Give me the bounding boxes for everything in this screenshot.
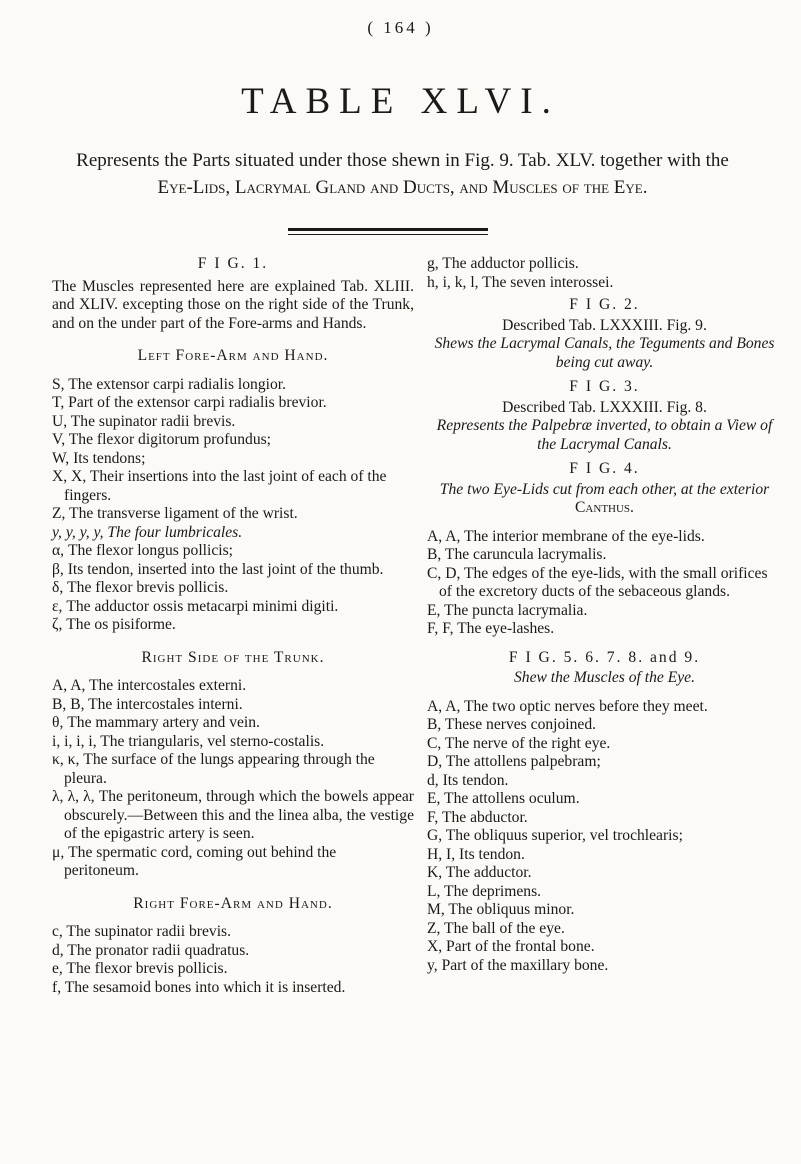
fig-2-caption: Shews the Lacrymal Canals, the Teguments and Bones being cut away. [434,335,775,371]
list-item: G, The obliquus superior, vel trochlearis; [427,827,683,844]
list-item: H, I, Its tendon. [427,845,525,863]
list-item: A, A, The two optic nerves before they meet. [427,697,708,715]
list-item: A, A, The interior membrane of the eye-lids. [427,527,705,545]
section-right-forearm: Right Fore-Arm and Hand. [133,894,333,912]
list-item: h, i, k, l, The seven interossei. [427,273,614,291]
list-item: e, The flexor brevis pollicis. [52,960,228,977]
list-item: B, B, The intercostales interni. [52,695,243,713]
fig-4-caption-line-2: Canthus. [575,499,634,516]
section-right-trunk: Right Side of the Trunk. [141,648,325,666]
page-number: ( 164 ) [367,18,434,37]
list-item: β, Its tendon, inserted into the last joint of the thumb. [52,560,384,578]
fig-1-heading: F I G. 1. [197,255,269,272]
list-item: c, The supinator radii brevis. [52,923,231,940]
list-item: B, The caruncula lacrymalis. [427,546,607,563]
entry-list-eye-muscles [427,698,782,976]
divider-rule-thin [288,234,488,235]
list-item: C, The nerve of the right eye. [427,734,611,752]
entry-list-left-forearm [52,376,414,635]
fig-5-9-heading: F I G. 5. 6. 7. 8. and 9. [508,648,701,666]
entry-list-right-forearm [52,923,414,997]
list-item: i, i, i, i, The triangularis, vel sterno-costalis. [52,732,325,750]
fig-1-intro: The Muscles represented here are explained Tab. XLIII. and XLIV. excepting those on the right side of the Trunk, and on the under part of the Fore-arms and Hands. [52,277,414,332]
list-item: A, A, The intercostales externi. [52,677,247,694]
list-item: g, The adductor pollicis. [427,255,579,272]
list-item: y, Part of the maxillary bone. [427,956,609,974]
list-item: ε, The adductor ossis metacarpi minimi digiti. [52,597,339,615]
right-column [427,255,782,975]
subtitle-line-2: Eye-Lids, Lacrymal Gland and Ducts, and Muscles of the Eye. [157,177,648,198]
fig-4-heading: F I G. 4. [569,460,640,477]
list-item: T, Part of the extensor carpi radialis brevior. [52,394,327,411]
entry-list-right-trunk [52,677,414,881]
list-item: ζ, The os pisiforme. [52,616,176,633]
list-item: θ, The mammary artery and vein. [52,714,260,731]
list-item: C, D, The edges of the eye-lids, with the small orifices of the excretory ducts of the sebaceous glands. [427,564,768,600]
fig-2-heading: F I G. 2. [569,296,640,313]
list-item: B, These nerves conjoined. [427,716,597,733]
left-column [52,255,414,997]
list-item: U, The supinator radii brevis. [52,412,236,430]
subtitle [30,147,775,201]
list-item: X, X, Their insertions into the last joint of each of the fingers. [52,468,387,504]
entry-list-fig-4 [427,528,782,639]
list-item: Z, The ball of the eye. [427,919,565,937]
list-item: α, The flexor longus pollicis; [52,542,233,559]
list-item: λ, λ, λ, The peritoneum, through which the bowels appear obscurely.—Between this and the linea alba, the vestige of the epigastric artery is seen. [52,788,414,842]
subtitle-line-1: Represents the Parts situated under those shewn in Fig. 9. Tab. XLV. together with the [76,150,729,171]
divider-rule [288,228,488,231]
list-item: κ, κ, The surface of the lungs appearing through the pleura. [52,751,375,787]
list-item: X, Part of the frontal bone. [427,938,595,955]
list-item: E, The puncta lacrymalia. [427,601,588,619]
fig-3-caption: Represents the Palpebræ inverted, to obtain a View of the Lacrymal Canals. [436,417,773,453]
list-item: y, y, y, y, The four lumbricales. [52,523,243,541]
list-item: L, The deprimens. [427,882,542,900]
fig-3-heading: F I G. 3. [569,378,640,395]
fig-3-description: Described Tab. LXXXIII. Fig. 8. [502,398,707,416]
list-item: μ, The spermatic cord, coming out behind the peritoneum. [52,843,337,879]
fig-2-description: Described Tab. LXXXIII. Fig. 9. [502,316,707,334]
list-item: f, The sesamoid bones into which it is inserted. [52,978,346,996]
list-item: M, The obliquus minor. [427,901,575,918]
list-item: E, The attollens oculum. [427,790,580,807]
fig-4-caption: The two Eye-Lids cut from each other, at the exterior [439,480,770,498]
list-item: δ, The flexor brevis pollicis. [52,579,229,596]
fig-5-9-caption: Shew the Muscles of the Eye. [513,669,695,686]
list-item: F, The abductor. [427,808,528,826]
list-item: Z, The transverse ligament of the wrist. [52,505,298,522]
list-item: V, The flexor digitorum profundus; [52,431,272,448]
list-item: F, F, The eye-lashes. [427,620,555,637]
list-item: S, The extensor carpi radialis longior. [52,375,286,393]
section-left-forearm: Left Fore-Arm and Hand. [137,347,329,364]
list-item: W, Its tendons; [52,449,146,467]
page-title: TABLE XLVI. [241,81,560,122]
list-item: d, The pronator radii quadratus. [52,941,250,959]
list-item: K, The adductor. [427,864,532,881]
list-item: D, The attollens palpebram; [427,753,601,770]
list-item: d, Its tendon. [427,771,509,789]
